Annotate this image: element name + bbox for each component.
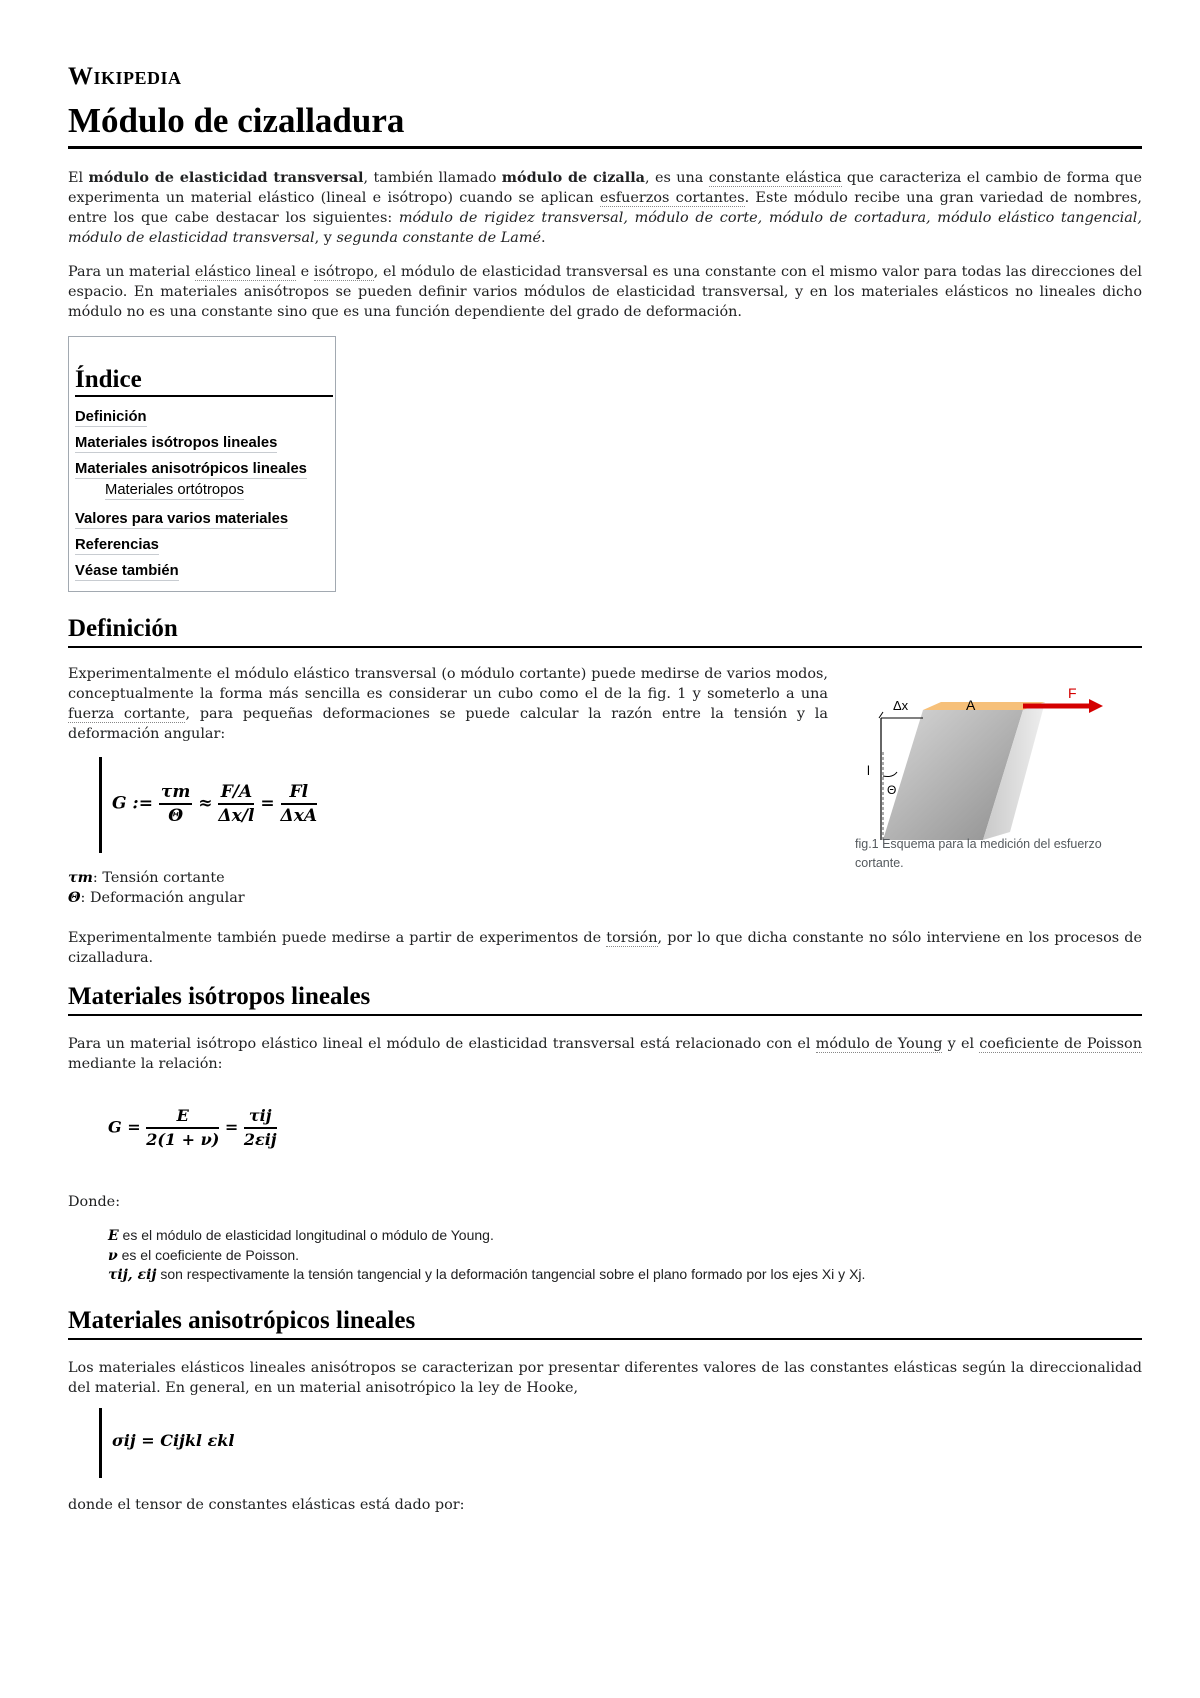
equation-hooke: σij = Cijkl εkl (99, 1408, 102, 1478)
anisotropicos-paragraph-2: donde el tensor de constantes elásticas está dado por: (68, 1497, 465, 1513)
toc-heading: Índice (75, 365, 333, 397)
definition-item: E es el módulo de elasticidad longitudinal o módulo de Young. (108, 1227, 494, 1244)
isotropos-definitions (108, 1226, 865, 1285)
label-theta: Θ (887, 783, 897, 797)
toc-item-vease-tambien[interactable]: Véase también (75, 563, 179, 579)
isotropos-paragraph: Para un material isótropo elástico lineal el módulo de elasticidad transversal está relacionado con el módulo de Young y el coeficiente de Poisson mediante la relación: (68, 1036, 1142, 1072)
link-constante-elastica[interactable]: constante elástica (708, 170, 842, 186)
table-of-contents (68, 336, 336, 592)
toc-item-referencias[interactable]: Referencias (75, 537, 159, 553)
link-elastico-lineal[interactable]: elástico lineal (194, 264, 296, 280)
toc-item-anisotropicos[interactable]: Materiales anisotrópicos lineales (75, 461, 307, 477)
section-heading-definicion: Definición (68, 614, 1142, 648)
intro-paragraph-2: Para un material elástico lineal e isótropo, el módulo de elasticidad transversal es una constante con el mismo valor para todas las direcciones del espacio. En materiales anisótropos se pueden definir varios módulos de elasticidad transversal, y en los materiales elásticos no lineales dicho módulo no es una constante sino que es una función dependiente del grado de deformación. (68, 264, 1142, 320)
definition-item: τij, εij son respectivamente la tensión tangencial y la deformación tangencial sobre el plano formado por los ejes Xi y Xj. (108, 1266, 866, 1283)
link-fuerza-cortante[interactable]: fuerza cortante (68, 706, 186, 722)
toc-item-isotropos[interactable]: Materiales isótropos lineales (75, 435, 278, 451)
link-isotropo[interactable]: isótropo (313, 264, 374, 280)
toc-item-valores[interactable]: Valores para varios materiales (75, 511, 289, 527)
label-force: F (1068, 685, 1077, 701)
toc-item-definicion[interactable]: Definición (75, 409, 147, 425)
definition-item: ν es el coeficiente de Poisson. (108, 1246, 300, 1264)
link-modulo-young[interactable]: módulo de Young (815, 1036, 943, 1052)
section-heading-anisotropicos: Materiales anisotrópicos lineales (68, 1306, 1142, 1340)
label-dx: Δx (893, 698, 909, 713)
section-heading-isotropos: Materiales isótropos lineales (68, 982, 1142, 1016)
definicion-paragraph-1: Experimentalmente el módulo elástico transversal (o módulo cortante) puede medirse de varios modos, conceptualmente la forma más sencilla es considerar un cubo como el de la fig. 1 y someterlo a una fuerza cortante, para pequeñas deformaciones se puede calcular la razón entre la tensión y la deformación angular: (68, 666, 828, 742)
wikipedia-logo[interactable]: Wikipedia (68, 63, 182, 90)
equation-shear-modulus: G := $\frac{\tau m}{\Theta}$ ≈ $\frac{F/A}{\Delta x/l}$ = $\frac{Fl}{\text{ΔxA}}$ (99, 757, 102, 853)
donde-label: Donde: (68, 1194, 121, 1210)
label-l: l (867, 763, 870, 778)
toc-item-ortotropos[interactable]: Materiales ortótropos (105, 482, 244, 498)
link-esfuerzos-cortantes[interactable]: esfuerzos cortantes (599, 190, 745, 206)
label-area: A (966, 697, 976, 713)
intro-paragraph-1: El módulo de elasticidad transversal, también llamado módulo de cizalla, es una constante elástica que caracteriza el cambio de forma que experimenta un material elástico (lineal e isótropo) cuando se aplican esfuerzos cortantes. Este módulo recibe una gran variedad de nombres, entre los que cabe destacar los siguientes: módulo de rigidez transversal, módulo de corte, módulo de cortadura, módulo elástico tangencial, módulo de elasticidad transversal, y segunda constante de Lamé. (68, 169, 1142, 246)
equation-isotropic: G = $\frac{E}{2(1 + \nu)}$ = $\frac{\text{τij}}{\text{2εij}}$ (108, 1106, 277, 1149)
link-torsion[interactable]: torsión (606, 930, 658, 946)
figure-caption: fig.1 Esquema para la medición del esfuerzo cortante. (855, 837, 1102, 870)
page-title: Módulo de cizalladura (68, 100, 1142, 149)
definicion-symbols: τm: Tensión cortante Θ: Deformación angular (68, 869, 245, 906)
definicion-paragraph-2: Experimentalmente también puede medirse a partir de experimentos de torsión, por lo que dicha constante no sólo interviene en los procesos de cizalladura. (68, 930, 1142, 966)
link-coeficiente-poisson[interactable]: coeficiente de Poisson (979, 1036, 1142, 1052)
anisotropicos-paragraph-1: Los materiales elásticos lineales anisótropos se caracterizan por presentar diferentes valores de las constantes elásticas según la direccionalidad del material. En general, en un material anisotrópico la ley de Hooke, (68, 1360, 1142, 1396)
